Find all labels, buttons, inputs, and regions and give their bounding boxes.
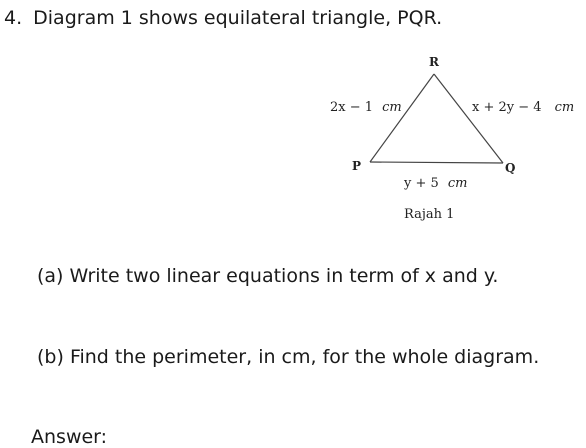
- vertex-r-label: R: [429, 55, 439, 69]
- question-text: Diagram 1 shows equilateral triangle, PQR.: [33, 7, 443, 29]
- diagram-caption: Rajah 1: [404, 207, 455, 222]
- question-number: 4.: [4, 7, 23, 29]
- side-pq-unit: cm: [447, 176, 468, 191]
- side-pr-label: [330, 96, 402, 115]
- side-rq-expr: x + 2y − 4: [472, 100, 542, 115]
- vertex-p-label: P: [352, 159, 362, 173]
- answer-label: Answer:: [31, 426, 108, 448]
- part-a: [37, 265, 498, 287]
- side-pq: [370, 162, 503, 163]
- side-pq-expr: y + 5: [404, 176, 439, 191]
- part-a-text: Write two linear equations in term of x and y.: [69, 265, 499, 287]
- side-pq-label: [403, 172, 467, 191]
- side-rq-unit: cm: [554, 100, 575, 115]
- part-b-label: (b): [37, 346, 64, 368]
- side-pr-expr: 2x − 1: [330, 100, 374, 115]
- side-rq-label: [472, 96, 574, 115]
- part-a-label: (a): [37, 265, 64, 287]
- side-pr-unit: cm: [382, 100, 402, 115]
- side-pr: [370, 74, 434, 162]
- part-b: [37, 346, 539, 368]
- part-b-text: Find the perimeter, in cm, for the whole diagram.: [69, 346, 540, 368]
- vertex-q-label: Q: [505, 161, 516, 175]
- side-rq: [434, 74, 503, 163]
